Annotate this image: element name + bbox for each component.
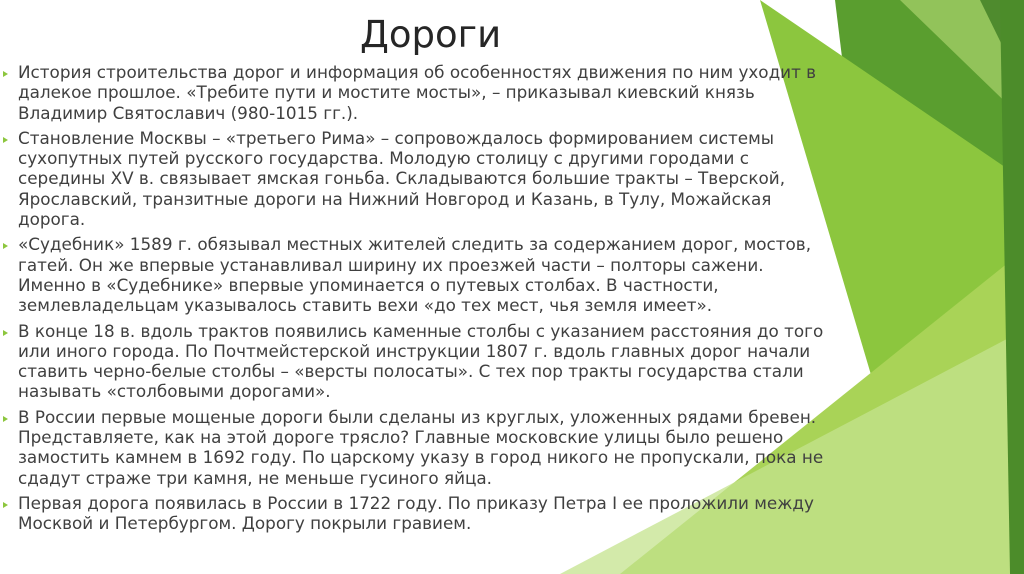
bullet-line: В России первые мощеные дороги были сделаны из круглых, уложенных рядами бревен. bbox=[18, 406, 817, 427]
bullet-line: Становление Москвы – «третьего Рима» – сопровождалось формированием системы bbox=[18, 127, 775, 148]
bullet-line: Именно в «Судебнике» впервые упоминается о путевых столбах. В частности, bbox=[18, 274, 719, 295]
bullet-item bbox=[0, 128, 925, 229]
bullet-line: Владимир Святославич (980-1015 гг.). bbox=[18, 102, 359, 123]
bullet-line: дорога. bbox=[18, 209, 86, 230]
bullet-text bbox=[18, 128, 925, 229]
bullet-arrow-icon bbox=[3, 243, 8, 249]
bullet-line: сухопутных путей русского государства. Молодую столицу с другими городами с bbox=[18, 148, 749, 169]
bullet-arrow-icon bbox=[3, 71, 8, 77]
bullet-line: Ярославский, транзитные дороги на Нижний Новгород и Казань, в Тулу, Можайская bbox=[18, 188, 772, 209]
bullet-line: замостить камнем в 1692 году. По царскому указу в город никого не пропускали, пока не bbox=[18, 447, 824, 468]
bullet-item bbox=[0, 407, 925, 488]
bullet-line: История строительства дорог и информация об особенностях движения по ним уходит в bbox=[18, 62, 817, 82]
bullet-arrow-icon bbox=[3, 502, 8, 508]
bullet-line: сдадут страже три камня, не меньше гусиного яйца. bbox=[18, 467, 493, 488]
bullet-line: Москвой и Петербургом. Дорогу покрыли гравием. bbox=[18, 513, 472, 534]
bullet-line: «Судебник» 1589 г. обязывал местных жителей следить за содержанием дорог, мостов, bbox=[18, 234, 812, 255]
bullet-text bbox=[18, 493, 925, 534]
bullet-line: далекое прошлое. «Требите пути и мостите мосты», – приказывал киевский князь bbox=[18, 82, 755, 103]
bullet-line: гатей. Он же впервые устанавливал ширину их проезжей части – полторы сажени. bbox=[18, 254, 764, 275]
bullet-line: Первая дорога появилась в России в 1722 году. По приказу Петра I ее проложили между bbox=[18, 492, 814, 513]
bullet-arrow-icon bbox=[3, 330, 8, 336]
bullet-text bbox=[18, 234, 925, 315]
bullet-arrow-icon bbox=[3, 416, 8, 422]
bullet-line: Представляете, как на этой дороге трясло? Главные московские улицы было решено bbox=[18, 427, 784, 448]
bullet-item bbox=[0, 493, 925, 534]
bullet-list bbox=[0, 62, 925, 539]
bullet-line: называть «столбовыми дорогами». bbox=[18, 381, 331, 402]
bullet-line: середины XV в. связывает ямская гоньба. Складываются большие тракты – Тверской, bbox=[18, 168, 786, 189]
bullet-item bbox=[0, 234, 925, 315]
bullet-line: землевладельцам указывалось ставить вехи «до тех мест, чья земля имеет». bbox=[18, 295, 713, 316]
bullet-text bbox=[18, 62, 925, 123]
bullet-arrow-icon bbox=[3, 137, 8, 143]
bullet-line: В конце 18 в. вдоль трактов появились каменные столбы с указанием расстояния до того bbox=[18, 320, 824, 341]
bullet-item bbox=[0, 62, 925, 123]
bullet-item bbox=[0, 321, 925, 402]
slide-title: Дороги bbox=[360, 13, 502, 56]
bullet-text bbox=[18, 407, 925, 488]
bullet-text bbox=[18, 321, 925, 402]
bullet-line: ставить черно-белые столбы – «версты полосаты». С тех пор тракты государства стали bbox=[18, 361, 804, 382]
bullet-line: или иного города. По Почтмейстерской инструкции 1807 г. вдоль главных дорог начали bbox=[18, 340, 811, 361]
